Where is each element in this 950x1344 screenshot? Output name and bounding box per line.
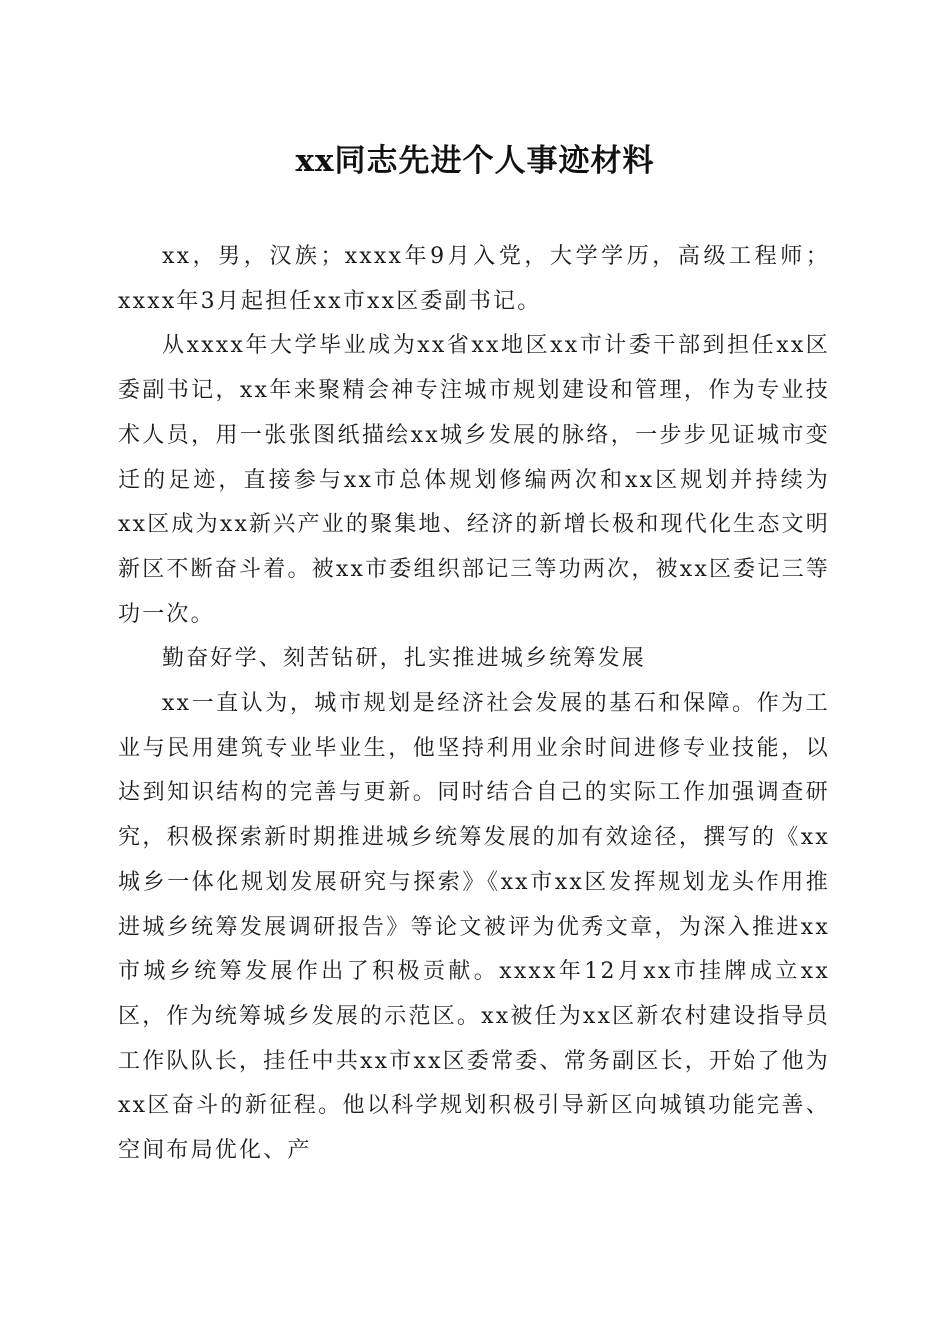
paragraph-intro: xx，男，汉族；xxxx年9月入党，大学学历，高级工程师；xxxx年3月起担任xx市xx区委副书记。 [118,244,830,314]
section-heading: 勤奋好学、刻苦钻研，扎实推进城乡统筹发展 [162,646,647,672]
document-body [118,235,830,1174]
document-title: xx同志先进个人事迹材料 [295,143,655,179]
paragraph-career: 从xxxx年大学毕业成为xx省xx地区xx市计委干部到担任xx区委副书记，xx年来聚精会神专注城市规划建设和管理，作为专业技术人员，用一张张图纸描绘xx城乡发展的脉络，一步步见证城市变迁的足迹，直接参与xx市总体规划修编两次和xx区规划并持续为xx区成为xx新兴产业的聚集地、经济的新增长极和现代化生态文明新区不断奋斗着。被xx市委组织部记三等功两次，被xx区委记三等功一次。 [118,333,830,627]
paragraph-study: xx一直认为，城市规划是经济社会发展的基石和保障。作为工业与民用建筑专业毕业生，他坚持利用业余时间进修专业技能，以达到知识结构的完善与更新。同时结合自己的实际工作加强调查研究，积极探索新时期推进城乡统筹发展的加有效途径，撰写的《xx城乡一体化规划发展研究与探索》《xx市xx区发挥规划龙头作用推进城乡统筹发展调研报告》等论文被评为优秀文章，为深入推进xx市城乡统筹发展作出了积极贡献。xxxx年12月xx市挂牌成立xx区，作为统筹城乡发展的示范区。xx被任为xx区新农村建设指导员工作队队长，挂任中共xx市xx区委常委、常务副区长，开始了他为xx区奋斗的新征程。他以科学规划积极引导新区向城镇功能完善、空间布局优化、产 [118,691,830,1164]
